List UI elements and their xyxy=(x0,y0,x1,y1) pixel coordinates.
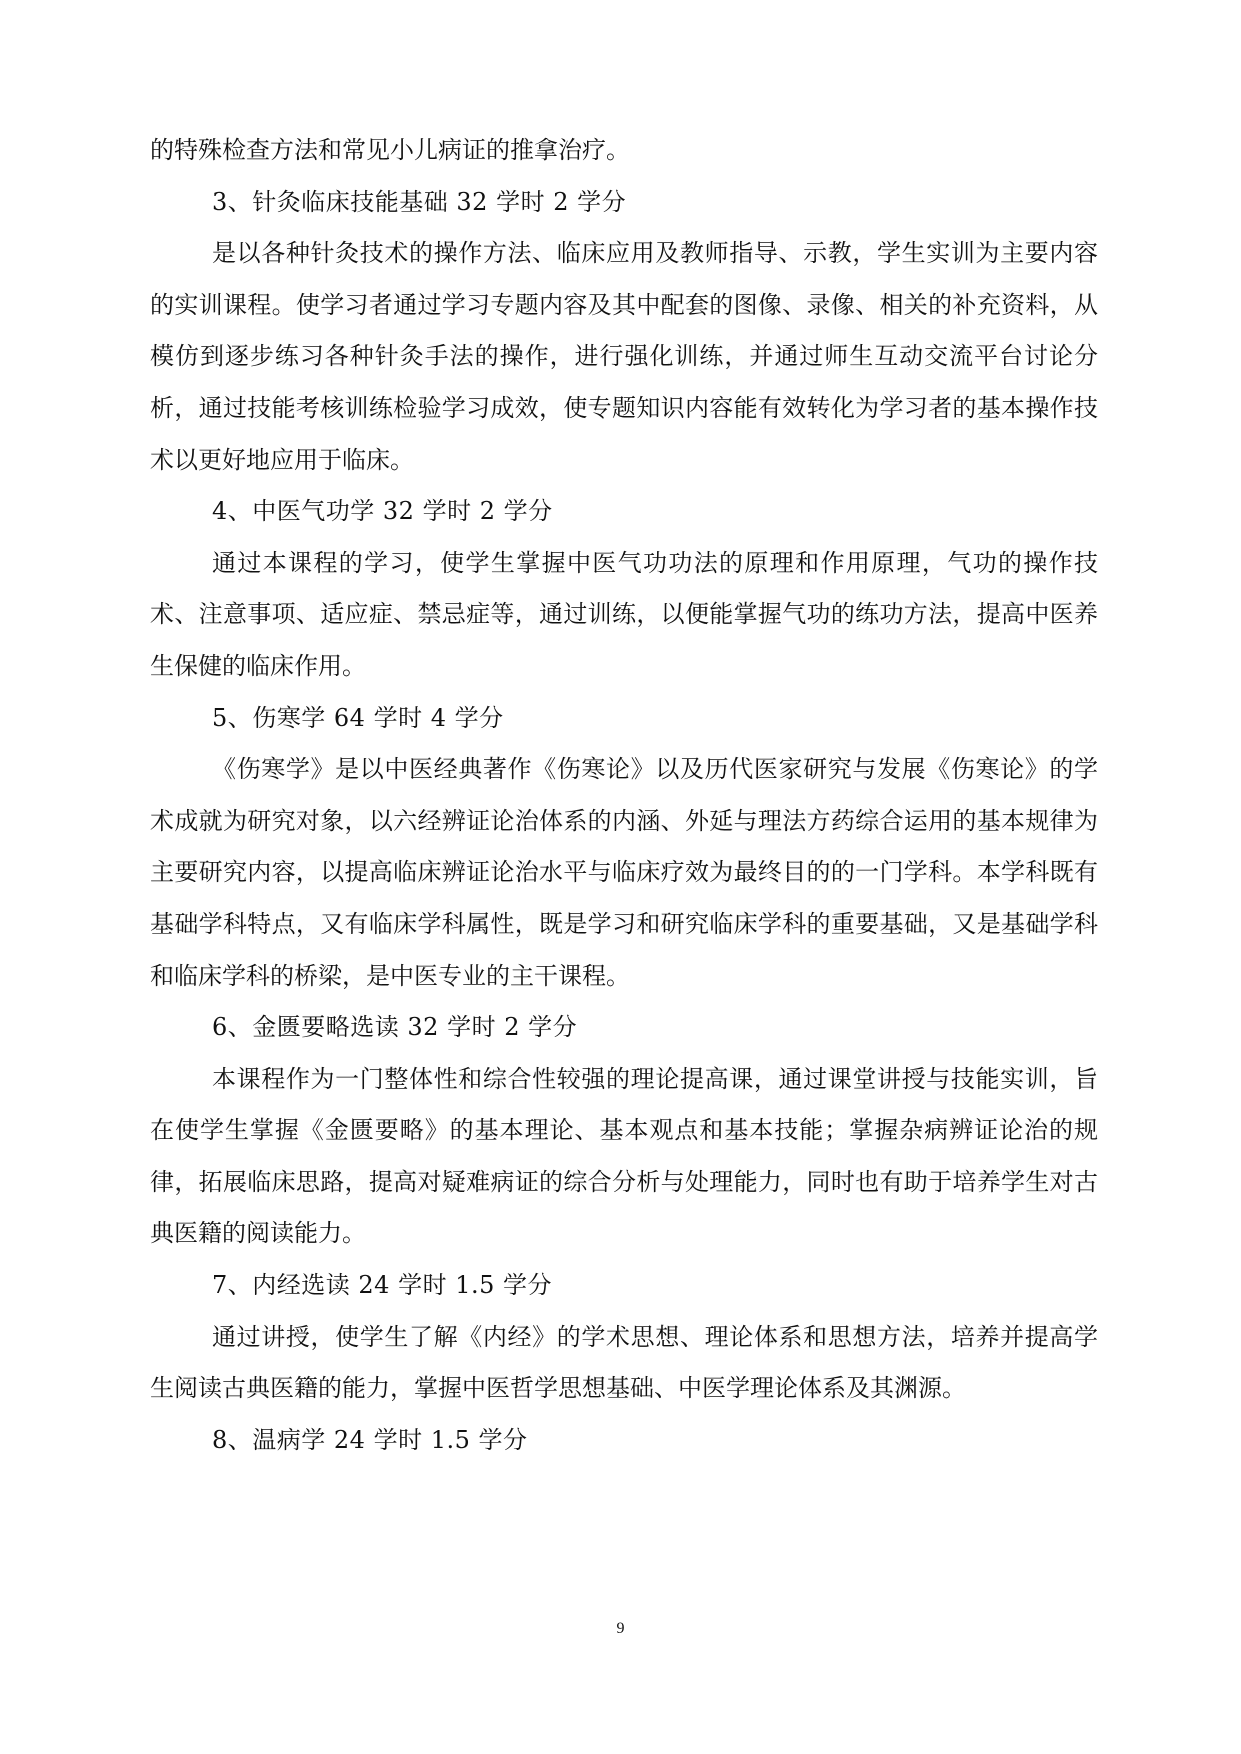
paragraph-continued: 的特殊检查方法和常见小儿病证的推拿治疗。 xyxy=(150,136,630,164)
course-heading-acupuncture-skills: 3、针灸临床技能基础 32 学时 2 学分 xyxy=(212,187,627,216)
course-description-shanghan: 《伤寒学》是以中医经典著作《伤寒论》以及历代医家研究与发展《伤寒论》的学术成就为研究对象，以六经辨证论治体系的内涵、外延与理法方药综合运用的基本规律为主要研究内容，以提高临床辨证论治水平与临床疗效为最终目的的一门学科。本学科既有基础学科特点，又有临床学科属性，既是学习和研究临床学科的重要基础，又是基础学科和临床学科的桥梁，是中医专业的主干课程。 xyxy=(150,755,1098,990)
course-heading-shanghan: 5、伤寒学 64 学时 4 学分 xyxy=(212,703,504,732)
course-heading-neijing: 7、内经选读 24 学时 1.5 学分 xyxy=(212,1271,552,1300)
course-description-qigong: 通过本课程的学习，使学生掌握中医气功功法的原理和作用原理，气功的操作技术、注意事项、适应症、禁忌症等，通过训练，以便能掌握气功的练功方法，提高中医养生保健的临床作用。 xyxy=(150,548,1098,680)
body-text xyxy=(150,125,1098,1466)
page-number: 9 xyxy=(616,1620,625,1637)
course-description-neijing: 通过讲授，使学生了解《内经》的学术思想、理论体系和思想方法，培养并提高学生阅读古典医籍的能力，掌握中医哲学思想基础、中医学理论体系及其渊源。 xyxy=(150,1322,1098,1403)
course-heading-qigong: 4、中医气功学 32 学时 2 学分 xyxy=(212,497,553,526)
course-heading-jingui: 6、金匮要略选读 32 学时 2 学分 xyxy=(212,1013,578,1042)
course-description-jingui: 本课程作为一门整体性和综合性较强的理论提高课，通过课堂讲授与技能实训，旨在使学生掌握《金匮要略》的基本理论、基本观点和基本技能；掌握杂病辨证论治的规律，拓展临床思路，提高对疑难病证的综合分析与处理能力，同时也有助于培养学生对古典医籍的阅读能力。 xyxy=(150,1064,1098,1248)
course-description-acupuncture-skills: 是以各种针灸技术的操作方法、临床应用及教师指导、示教，学生实训为主要内容的实训课程。使学习者通过学习专题内容及其中配套的图像、录像、相关的补充资料，从模仿到逐步练习各种针灸手法的操作，进行强化训练，并通过师生互动交流平台讨论分析，通过技能考核训练检验学习成效，使专题知识内容能有效转化为学习者的基本操作技术以更好地应用于临床。 xyxy=(150,239,1098,474)
course-heading-wenbing: 8、温病学 24 学时 1.5 学分 xyxy=(212,1425,528,1454)
